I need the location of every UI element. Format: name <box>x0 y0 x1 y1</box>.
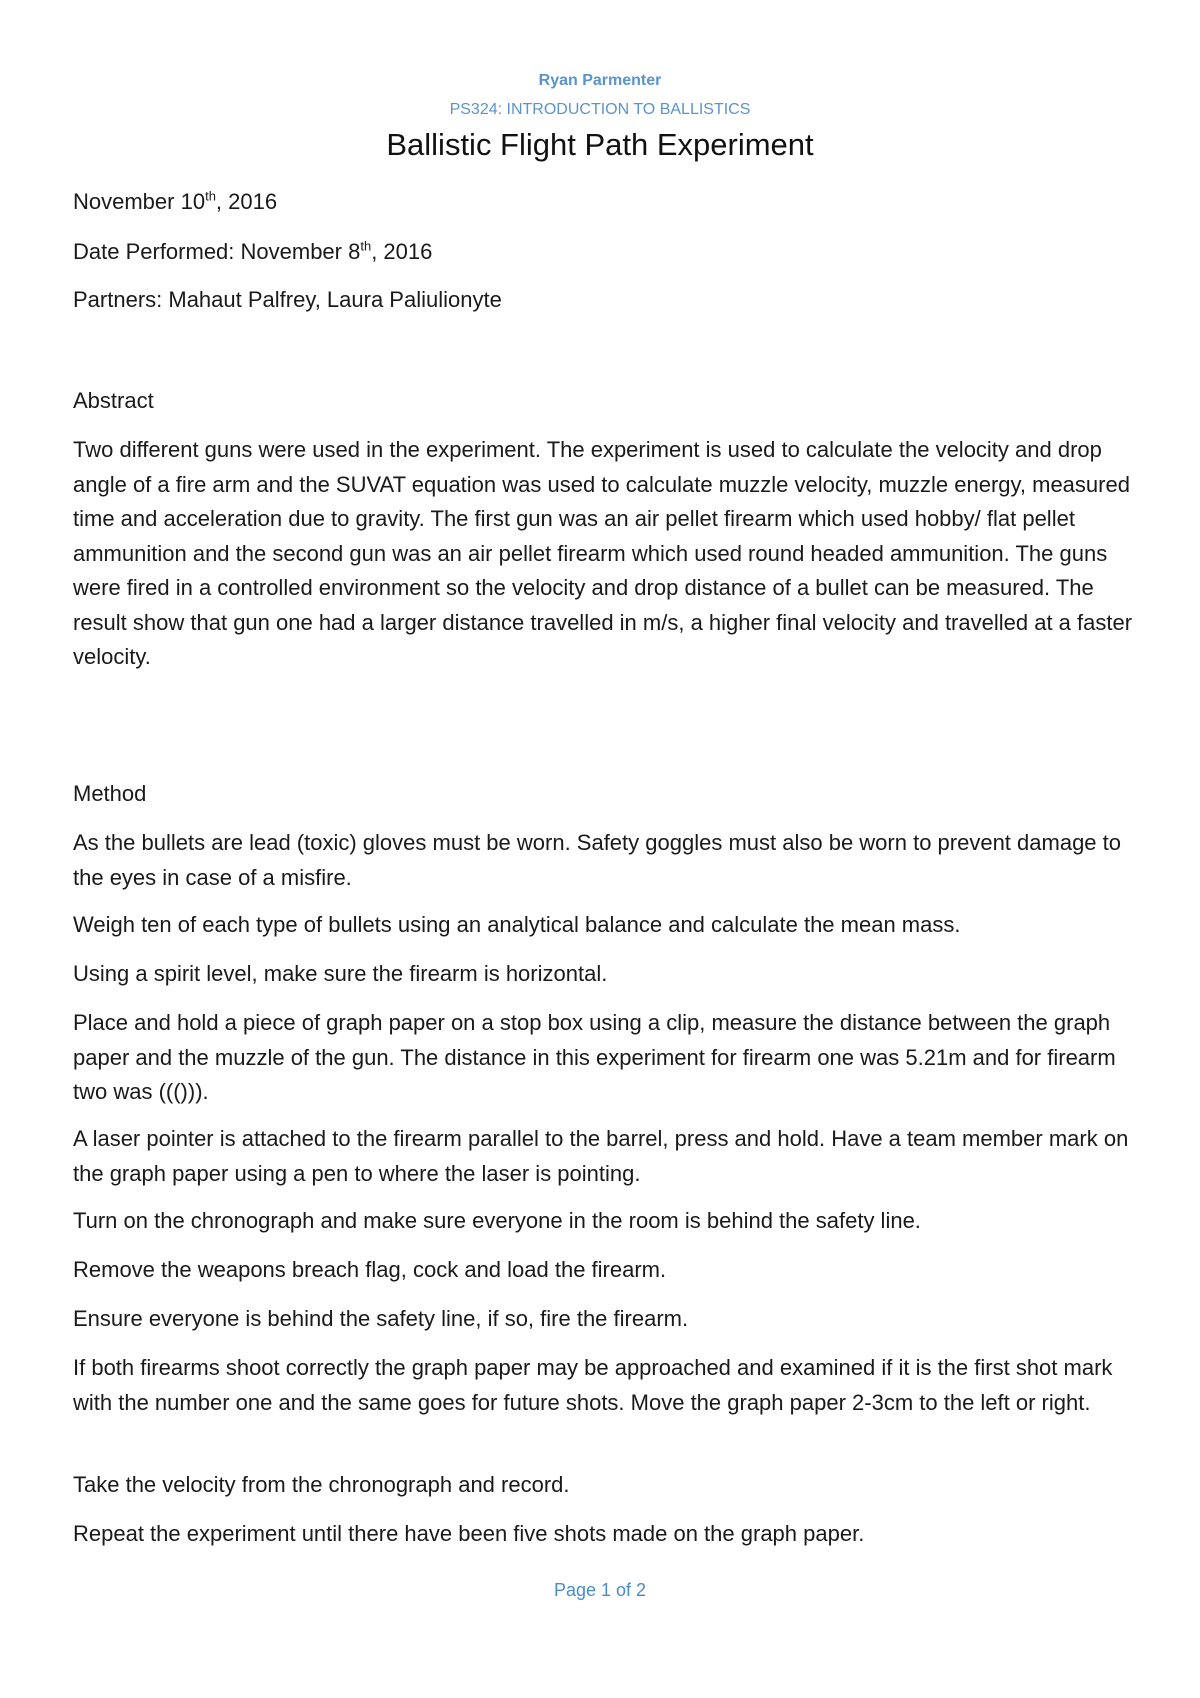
method-step: As the bullets are lead (toxic) gloves must be worn. Safety goggles must also be worn to prevent damage to the eyes in case of a misfire. <box>73 830 1121 890</box>
date-performed <box>73 235 1133 270</box>
method-heading: Method <box>73 781 147 806</box>
partners-line: Partners: Mahaut Palfrey, Laura Paliulionyte <box>73 287 502 312</box>
abstract-heading: Abstract <box>73 388 154 413</box>
method-step: Remove the weapons breach flag, cock and load the firearm. <box>73 1257 667 1282</box>
method-step: Weigh ten of each type of bullets using an analytical balance and calculate the mean mass. <box>73 912 961 937</box>
date-performed-suffix: th <box>360 238 372 254</box>
method-step: Repeat the experiment until there have been five shots made on the graph paper. <box>73 1521 865 1546</box>
date-performed-text: Date Performed: November 8 <box>73 239 361 264</box>
method-step: Take the velocity from the chronograph and record. <box>73 1472 570 1497</box>
method-step: If both firearms shoot correctly the graph paper may be approached and examined if it is the first shot mark with the number one and the same goes for future shots. Move the graph paper 2-3cm to the left or right. <box>73 1355 1113 1415</box>
date-performed-year: , 2016 <box>371 239 433 264</box>
method-step: Turn on the chronograph and make sure everyone in the room is behind the safety line. <box>73 1208 921 1233</box>
abstract-paragraph: Two different guns were used in the experiment. The experiment is used to calculate the velocity and drop angle of a fire arm and the SUVAT equation was used to calculate muzzle velocity, muzzle energy, measured time and acceleration due to gravity. The first gun was an air pellet firearm which used hobby/ flat pellet ammunition and the second gun was an air pellet firearm which used round headed ammunition. The guns were fired in a controlled environment so the velocity and drop distance of a bullet can be measured. The result show that gun one had a larger distance travelled in m/s, a higher final velocity and travelled at a faster velocity. <box>73 437 1133 669</box>
method-step: Using a spirit level, make sure the firearm is horizontal. <box>73 961 608 986</box>
document-title: Ballistic Flight Path Experiment <box>386 127 814 162</box>
report-date-suffix: th <box>205 188 216 204</box>
method-step: Ensure everyone is behind the safety line, if so, fire the firearm. <box>73 1306 689 1331</box>
author-name: Ryan Parmenter <box>538 72 662 89</box>
report-date-year: , 2016 <box>215 189 278 214</box>
report-date <box>73 185 1133 220</box>
method-step: Place and hold a piece of graph paper on a stop box using a clip, measure the distance between the graph paper and the muzzle of the gun. The distance in this experiment for firearm one was 5.21m and for firearm two was ((())). <box>73 1010 1116 1104</box>
course-name: PS324: INTRODUCTION TO BALLISTICS <box>449 101 751 118</box>
page-number: Page 1 of 2 <box>553 1580 647 1600</box>
report-date-text: November 10 <box>73 189 206 214</box>
method-step: A laser pointer is attached to the firearm parallel to the barrel, press and hold. Have a team member mark on the graph paper using a pen to where the laser is pointing. <box>73 1126 1129 1186</box>
